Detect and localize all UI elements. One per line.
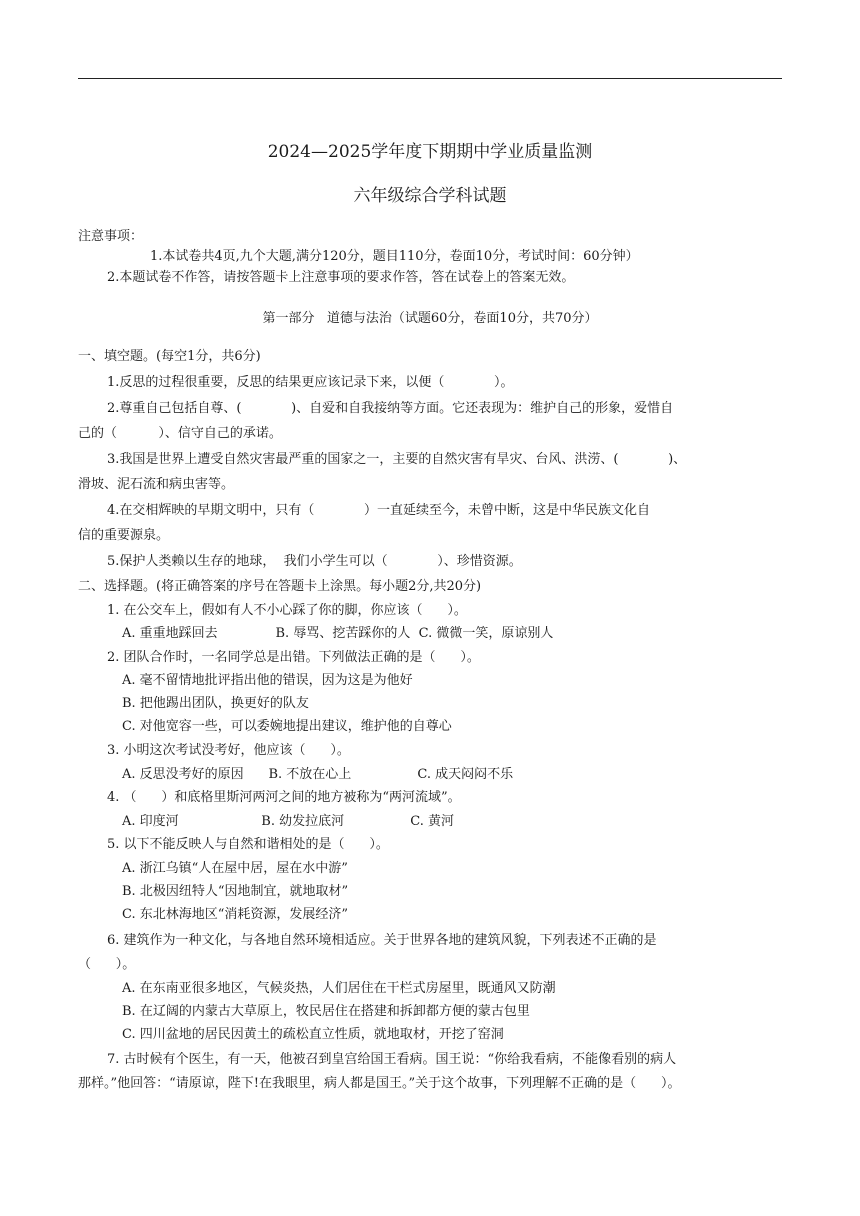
question-text: 5. 以下不能反映人与自然和谐相处的是（ ）。 xyxy=(107,837,389,852)
question-text: 3. 小明这次考试没考好，他应该（ ）。 xyxy=(107,743,350,758)
answer-option: C. 对他宽容一些，可以委婉地提出建议，维护他的自尊心 xyxy=(122,719,452,734)
question-text: 3.我国是世界上遭受自然灾害最严重的国家之一，主要的自然灾害有旱灾、台风、洪涝、( )、 xyxy=(107,452,687,467)
answer-options: A. 重重地踩回去 B. 辱骂、挖苦踩你的人 C. 微微一笑，原谅别人 xyxy=(122,626,554,641)
notice-item-1: 1.本试卷共4页,九个大题,满分120分，题目110分，卷面10分，考试时间：60分钟） xyxy=(150,249,639,264)
page-title: 2024—2025学年度下期期中学业质量监测 xyxy=(267,142,593,162)
question-text: 2.尊重自己包括自尊、( )、自爱和自我接纳等方面。它还表现为：维护自己的形象，爱惜自 xyxy=(107,401,674,416)
answer-option: B. 在辽阔的内蒙古大草原上，牧民居住在搭建和拆卸都方便的蒙古包里 xyxy=(122,1004,530,1019)
question-text: 2. 团队合作时，一名同学总是出错。下列做法正确的是（ ）。 xyxy=(107,650,480,665)
section-heading: 一、填空题。(每空1分，共6分) xyxy=(78,349,261,364)
answer-option: A. 浙江乌镇“人在屋中居，屋在水中游” xyxy=(122,861,348,876)
question-text: 滑坡、泥石流和病虫害等。 xyxy=(78,477,235,492)
notice-item-2: 2.本题试卷不作答，请按答题卡上注意事项的要求作答，答在试卷上的答案无效。 xyxy=(107,270,575,285)
answer-option: C. 四川盆地的居民因黄土的疏松直立性质，就地取材，开挖了窑洞 xyxy=(122,1027,504,1042)
question-text: 己的（ ）、信守自己的承诺。 xyxy=(78,426,282,441)
part-title: 第一部分 道德与法治（试题60分，卷面10分，共70分） xyxy=(262,311,598,326)
question-text: 6. 建筑作为一种文化，与各地自然环境相适应。关于世界各地的建筑风貌，下列表述不正确的是 xyxy=(107,933,657,948)
question-text: 那样。”他回答：“请原谅，陛下!在我眼里，病人都是国王。”关于这个故事，下列理解不正确的是（ ）。 xyxy=(78,1076,681,1091)
question-text: 1.反思的过程很重要，反思的结果更应该记录下来，以便（ ）。 xyxy=(107,375,514,390)
answer-options: A. 印度河 B. 幼发拉底河 C. 黄河 xyxy=(122,814,454,829)
notice-heading: 注意事项： xyxy=(78,229,144,244)
question-text: 5.保护人类赖以生存的地球， 我们小学生可以（ ）、珍惜资源。 xyxy=(107,554,522,569)
question-text: 1. 在公交车上，假如有人不小心踩了你的脚，你应该（ ）。 xyxy=(107,603,467,618)
question-text: 4. （ ）和底格里斯河两河之间的地方被称为“两河流域”。 xyxy=(107,790,461,805)
question-text: 信的重要源泉。 xyxy=(78,528,170,543)
page-subtitle: 六年级综合学科试题 xyxy=(353,186,507,206)
section-heading: 二、选择题。(将正确答案的序号在答题卡上涂黑。每小题2分,共20分) xyxy=(78,579,482,594)
answer-options: A. 反思没考好的原因 B. 不放在心上 C. 成天闷闷不乐 xyxy=(122,767,514,782)
answer-option: B. 把他踢出团队，换更好的队友 xyxy=(122,696,309,711)
top-rule xyxy=(78,78,782,79)
answer-option: A. 在东南亚很多地区，气候炎热，人们居住在干栏式房屋里，既通风又防潮 xyxy=(122,981,556,996)
question-text: 4.在交相辉映的早期文明中，只有（ ）一直延续至今，未曾中断，这是中华民族文化自 xyxy=(107,503,650,518)
answer-option: B. 北极因纽特人“因地制宜，就地取材” xyxy=(122,884,349,899)
question-text: 7. 古时候有个医生，有一天，他被召到皇宫给国王看病。国王说：“你给我看病，不能像看别的病人 xyxy=(107,1052,677,1067)
answer-option: A. 毫不留情地批评指出他的错误，因为这是为他好 xyxy=(122,673,413,688)
answer-option: C. 东北林海地区“消耗资源，发展经济” xyxy=(122,907,349,922)
question-text: （ ）。 xyxy=(78,957,136,972)
